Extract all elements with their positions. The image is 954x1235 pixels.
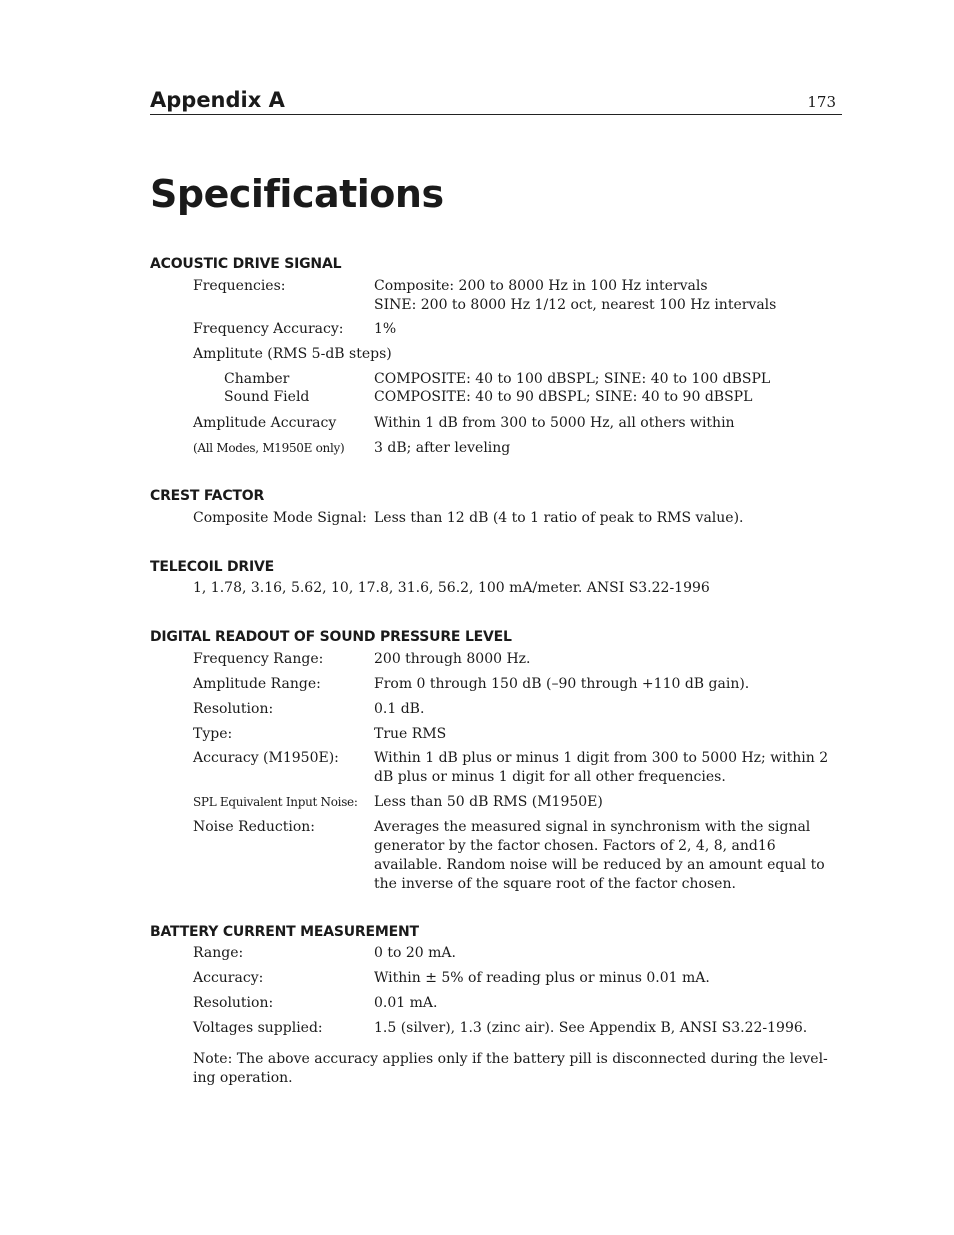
battery-note: Note: The above accuracy applies only if the battery pill is disconnected during the level-ing operation. [193,1051,828,1086]
spec-value: 200 through 8000 Hz. [374,651,531,667]
section-heading-telecoil: TELECOIL DRIVE [150,559,274,575]
spec-label: Chamber [224,371,290,387]
spec-value: True RMS [374,726,447,742]
spec-label: Voltages supplied: [193,1020,323,1036]
spec-value: 0.01 mA. [374,995,438,1011]
section-heading-acoustic: ACOUSTIC DRIVE SIGNAL [150,256,342,272]
spec-value: 3 dB; after leveling [374,440,511,456]
spec-label: Resolution: [193,995,274,1011]
spec-value: Within ± 5% of reading plus or minus 0.01 mA. [374,970,710,986]
appendix-heading: Appendix A [150,88,285,112]
spec-value: Averages the measured signal in synchronism with the signal generator by the factor chosen. Factors of 2, 4, 8, and16 available. Random noise will be reduced by an amount equal to the inverse of the square root of the factor chosen. [374,819,825,892]
spec-value: 0.1 dB. [374,701,425,717]
spec-value: 1.5 (silver), 1.3 (zinc air). See Appendix B, ANSI S3.22-1996. [374,1020,808,1036]
spec-label: Composite Mode Signal: [193,510,367,526]
spec-value: Less than 50 dB RMS (M1950E) [374,794,603,810]
spec-label: Frequency Accuracy: [193,321,344,337]
spec-value: Less than 12 dB (4 to 1 ratio of peak to RMS value). [374,510,744,526]
spec-label: Amplitute (RMS 5-dB steps) [193,346,392,362]
spec-value: COMPOSITE: 40 to 90 dBSPL; SINE: 40 to 90 dBSPL [374,389,753,405]
spec-label: Frequencies: [193,278,286,294]
section-heading-crest: CREST FACTOR [150,488,265,504]
spec-value: From 0 through 150 dB (–90 through +110 dB gain). [374,676,750,692]
spec-label: Frequency Range: [193,651,324,667]
spec-label: Noise Reduction: [193,819,315,835]
spec-label: Resolution: [193,701,274,717]
document-page [150,84,842,1086]
spec-value: Within 1 dB plus or minus 1 digit from 300 to 5000 Hz; within 2 dB plus or minus 1 digit for all other frequencies. [374,750,829,785]
spec-label: Range: [193,945,244,961]
spec-value: 1% [374,321,397,337]
spec-label: Sound Field [224,389,310,405]
spec-label: (All Modes, M1950E only) [193,441,345,455]
telecoil-text: 1, 1.78, 3.16, 5.62, 10, 17.8, 31.6, 56.2, 100 mA/meter. ANSI S3.22-1996 [193,580,710,596]
spec-label: Accuracy (M1950E): [193,750,339,766]
page-number: 173 [807,93,836,111]
spec-label: Type: [193,726,233,742]
spec-value: COMPOSITE: 40 to 100 dBSPL; SINE: 40 to 100 dBSPL [374,371,771,387]
spec-value: SINE: 200 to 8000 Hz 1/12 oct, nearest 100 Hz intervals [374,297,777,313]
spec-value: Within 1 dB from 300 to 5000 Hz, all others within [374,415,735,431]
spec-value: Composite: 200 to 8000 Hz in 100 Hz intervals [374,278,708,294]
spec-label: Amplitude Accuracy [193,415,337,431]
section-heading-readout: DIGITAL READOUT OF SOUND PRESSURE LEVEL [150,629,512,645]
spec-label: Amplitude Range: [193,676,321,692]
page-header [150,84,842,115]
page-title: Specifications [150,172,444,216]
spec-value: 0 to 20 mA. [374,945,456,961]
section-heading-battery: BATTERY CURRENT MEASUREMENT [150,924,419,940]
spec-label: Accuracy: [193,970,264,986]
spec-label: SPL Equivalent Input Noise: [193,795,358,809]
